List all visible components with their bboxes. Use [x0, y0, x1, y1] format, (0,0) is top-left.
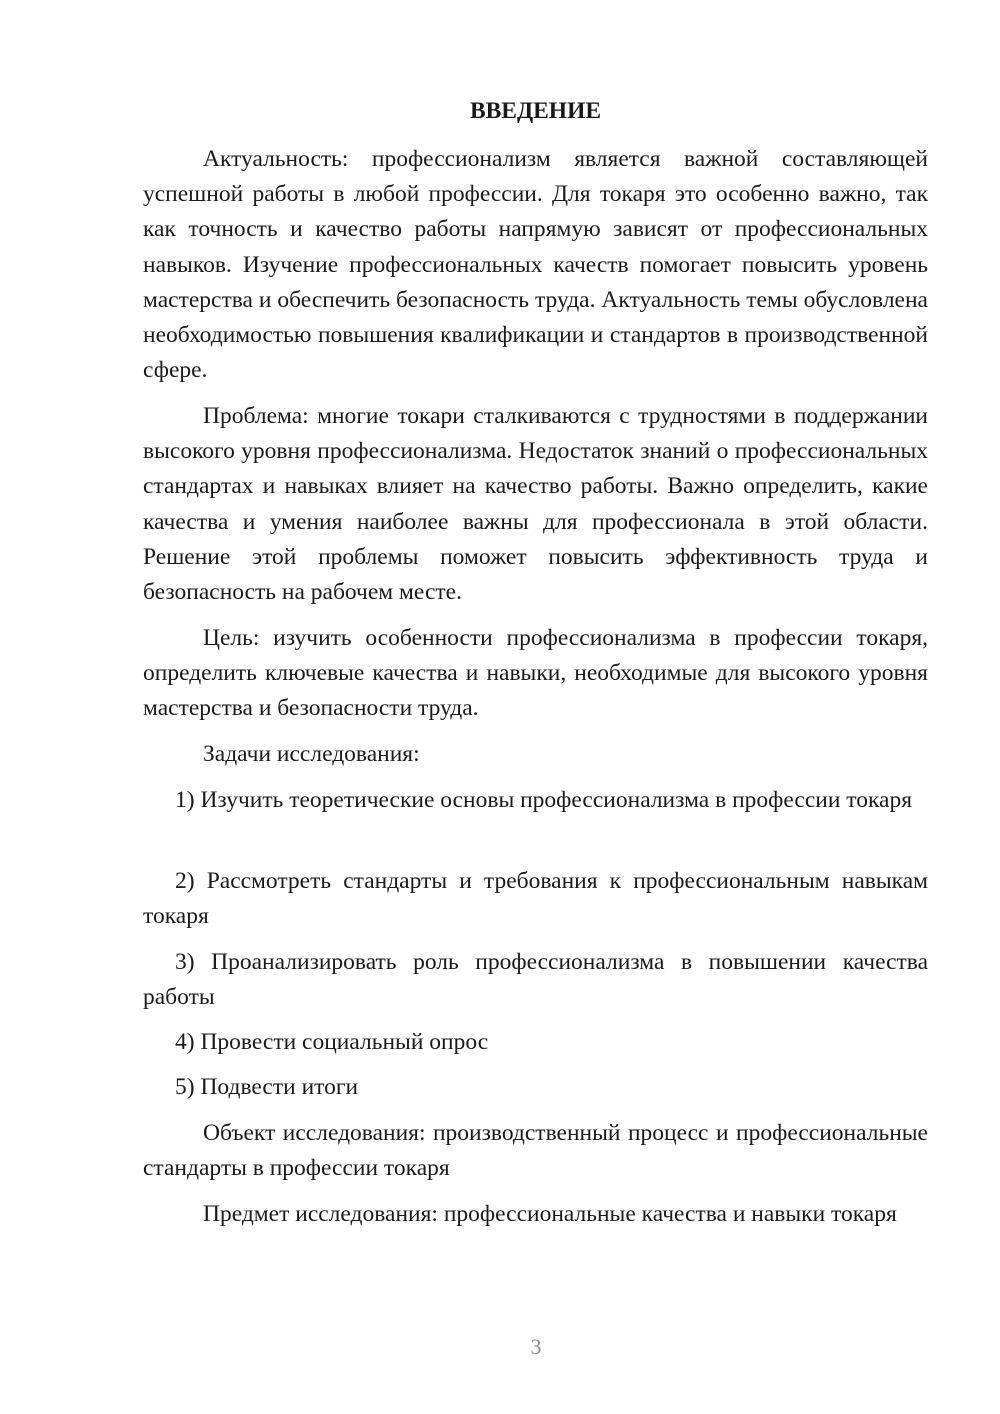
task-item-3: 3) Проанализировать роль профессионализма в повышении качества работы — [143, 949, 928, 1011]
paragraph-problem: Проблема: многие токари сталкиваются с трудностями в поддержании высокого уровня профессионализма. Недостаток знаний о профессиональных стандартах и навыках влияет на качество работы. Важно определить, какие качества и умения наиболее важны для профессионала в этой области. Решение этой проблемы поможет повысить эффективность труда и безопасность на рабочем месте. — [143, 403, 928, 606]
section-title: ВВЕДЕНИЕ — [469, 98, 602, 124]
task-item-5: 5) Подвести итоги — [175, 1074, 359, 1100]
task-item-1: 1) Изучить теоретические основы профессионализма в профессии токаря — [175, 787, 913, 813]
task-item-2: 2) Рассмотреть стандарты и требования к профессиональным навыкам токаря — [143, 868, 928, 930]
paragraph-subject: Предмет исследования: профессиональные качества и навыки токаря — [203, 1201, 897, 1227]
page-number: 3 — [530, 1334, 542, 1359]
paragraph-goal: Цель: изучить особенности профессионализма в профессии токаря, определить ключевые качества и навыки, необходимые для высокого уровня мастерства и безопасности труда. — [143, 625, 928, 722]
tasks-heading: Задачи исследования: — [203, 741, 420, 767]
task-item-4: 4) Провести социальный опрос — [175, 1029, 489, 1055]
paragraph-relevance: Актуальность: профессионализм является важной составляющей успешной работы в любой профессии. Для токаря это особенно важно, так как точность и качество работы напрямую зависят от профессиональных навыков. Изучение профессиональных качеств помогает повысить уровень мастерства и обеспечить безопасность труда. Актуальность темы обусловлена необходимостью повышения квалификации и стандартов в производственной сфере. — [143, 146, 928, 384]
paragraph-object: Объект исследования: производственный процесс и профессиональные стандарты в профессии токаря — [143, 1120, 928, 1182]
